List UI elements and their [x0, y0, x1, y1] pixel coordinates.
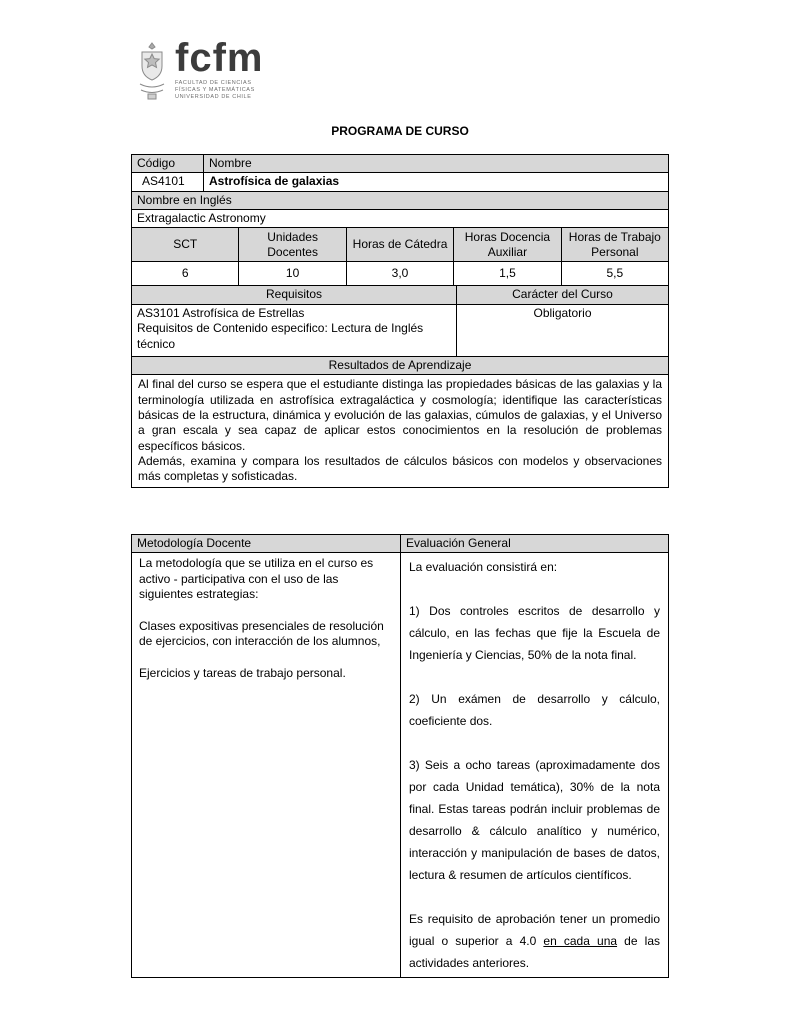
faculty-caption-line3: UNIVERSIDAD DE CHILE	[175, 93, 252, 100]
document-content	[131, 0, 669, 978]
page-title: PROGRAMA DE CURSO	[331, 124, 469, 138]
codigo-header-cell: Código	[131, 154, 204, 173]
evaluacion-item-3: 3) Seis a ocho tareas (aproximadamente dos por cada Unidad temática), 30% de la nota final. Estas tareas podrán incluir problemas de desarrollo & cálculo analítico y numérico, interacción y manipulación de bases de datos, lectura & resumen de artículos científicos.	[409, 758, 660, 883]
faculty-caption-line2: FÍSICAS Y MATEMÁTICAS	[175, 86, 255, 93]
horas-catedra-header-cell: Horas de Cátedra	[346, 227, 454, 262]
evaluacion-final-underlined: en cada una	[543, 934, 618, 949]
evaluacion-intro: La evaluación consistirá en:	[409, 560, 558, 575]
unidades-docentes-value-cell: 10	[238, 261, 346, 286]
table-row	[132, 357, 669, 375]
metodologia-value-cell	[131, 552, 401, 978]
horas-trabajo-personal-value-cell: 5,5	[561, 261, 669, 286]
table-row	[132, 210, 669, 228]
faculty-caption-line1: FACULTAD DE CIENCIAS	[175, 80, 252, 86]
horas-docencia-auxiliar-header-cell: Horas Docencia Auxiliar	[453, 227, 561, 262]
table-row	[132, 375, 669, 488]
fcfm-logo	[135, 36, 669, 114]
unidades-docentes-header-cell: Unidades Docentes	[238, 227, 346, 262]
faculty-caption	[175, 80, 263, 101]
table-row	[132, 192, 669, 210]
sct-header-cell: SCT	[131, 227, 239, 262]
requisitos-line1: AS3101 Astrofísica de Estrellas	[137, 305, 305, 320]
nombre-ingles-header-cell: Nombre en Inglés	[131, 191, 669, 210]
metodologia-header-cell: Metodología Docente	[131, 534, 401, 553]
resultados-value-cell	[131, 374, 669, 488]
evaluacion-final-post: de las actividades anteriores.	[409, 934, 660, 971]
nombre-value-cell: Astrofísica de galaxias	[203, 172, 669, 191]
resultados-paragraph-2: Además, examina y compara los resultados de cálculos básicos con modelos y observaciones más completas y sofisticadas.	[138, 453, 662, 484]
horas-trabajo-personal-header-cell: Horas de Trabajo Personal	[561, 227, 669, 262]
course-info-table	[131, 154, 669, 488]
credits-values-row	[132, 262, 669, 286]
table-row	[132, 305, 669, 357]
table-row	[132, 535, 669, 553]
table-row	[132, 155, 669, 173]
metodologia-paragraph-1: La metodología que se utiliza en el curso es activo - participativa con el uso de las siguientes estrategias:	[139, 556, 374, 602]
resultados-header-cell: Resultados de Aprendizaje	[131, 356, 669, 375]
nombre-header-cell: Nombre	[203, 154, 669, 173]
caracter-value-cell: Obligatorio	[456, 304, 669, 357]
evaluacion-final-note	[409, 908, 660, 974]
table-row	[132, 173, 669, 191]
metodologia-paragraph-3: Ejercicios y tareas de trabajo personal.	[139, 666, 346, 680]
university-crest-icon	[135, 40, 169, 107]
resultados-paragraph-1: Al final del curso se espera que el estudiante distinga las propiedades básicas de las galaxias y la terminología utilizada en astrofísica extragaláctica y cosmología; identifique las características básicas de la estructura, dinámica y evolución de las galaxias, cúmulos de galaxias, y el Universo a gran escala y sea capaz de aplicar estos conocimientos en la resolución de problemas específicos básicos.	[138, 377, 662, 453]
caracter-header-cell: Carácter del Curso	[456, 285, 669, 304]
sct-value-cell: 6	[131, 261, 239, 286]
table-row	[132, 553, 669, 978]
horas-docencia-auxiliar-value-cell: 1,5	[453, 261, 561, 286]
evaluacion-value-cell	[400, 552, 669, 978]
fcfm-acronym: fcfm	[175, 36, 264, 80]
requisitos-value-cell	[131, 304, 457, 357]
nombre-ingles-value-cell: Extragalactic Astronomy	[131, 209, 669, 228]
evaluacion-item-2: 2) Un exámen de desarrollo y cálculo, coeficiente dos.	[409, 692, 660, 729]
table-row	[132, 286, 669, 304]
codigo-value-cell: AS4101	[131, 172, 204, 191]
evaluacion-header-cell: Evaluación General	[400, 534, 669, 553]
requisitos-header-cell: Requisitos	[131, 285, 457, 304]
fcfm-logo-text	[175, 36, 264, 101]
methodology-evaluation-table	[131, 534, 669, 978]
horas-catedra-value-cell: 3,0	[346, 261, 454, 286]
metodologia-paragraph-2: Clases expositivas presenciales de resolución de ejercicios, con interacción de los alumnos,	[139, 618, 384, 649]
requisitos-line2: Requisitos de Contenido especifico: Lectura de Inglés técnico	[137, 321, 424, 351]
evaluacion-item-1: 1) Dos controles escritos de desarrollo y cálculo, en las fechas que fije la Escuela de Ingeniería y Ciencias, 50% de la nota final.	[409, 604, 660, 663]
evaluacion-final-pre: Es requisito de aprobación tener un promedio igual o superior a 4.0	[409, 912, 660, 949]
credits-header-row	[132, 228, 669, 262]
